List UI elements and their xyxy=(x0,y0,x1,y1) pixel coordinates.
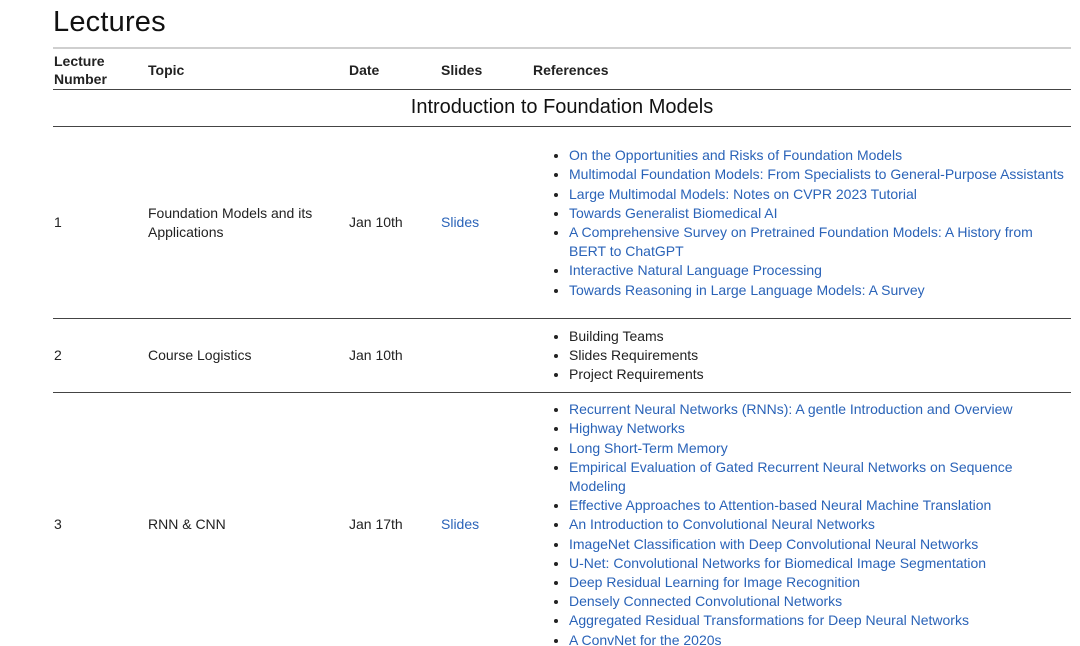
reference-link[interactable]: Effective Approaches to Attention-based Neural Machine Translation xyxy=(569,497,992,514)
reference-item xyxy=(569,261,1065,280)
lecture-number: 1 xyxy=(53,127,147,319)
reference-link[interactable]: Large Multimodal Models: Notes on CVPR 2023 Tutorial xyxy=(569,185,917,202)
table-row xyxy=(53,393,1071,646)
references-cell xyxy=(532,127,1071,319)
reference-item xyxy=(569,592,1065,611)
reference-item xyxy=(569,146,1065,165)
header-topic: Topic xyxy=(147,48,348,90)
reference-item xyxy=(569,515,1065,534)
reference-item xyxy=(569,223,1065,261)
lecture-topic: Foundation Models and its Applications xyxy=(147,127,348,319)
reference-link[interactable]: On the Opportunities and Risks of Foundation Models xyxy=(569,147,903,164)
slides-cell xyxy=(440,319,532,393)
lecture-number: 3 xyxy=(54,516,62,533)
table-row xyxy=(53,127,1071,319)
slides-link[interactable]: Slides xyxy=(441,516,480,533)
reference-item xyxy=(569,631,1065,646)
reference-item xyxy=(569,573,1065,592)
table-row xyxy=(53,319,1071,393)
reference-item: • Project Requirements xyxy=(569,365,1065,384)
lecture-topic: Course Logistics xyxy=(147,319,348,393)
slides-link[interactable]: Slides xyxy=(441,214,480,231)
reference-link[interactable]: Interactive Natural Language Processing xyxy=(569,262,822,279)
reference-item xyxy=(569,165,1065,184)
reference-item xyxy=(569,204,1065,223)
lecture-date: Jan 10th xyxy=(348,127,440,319)
header-references: References xyxy=(532,48,1071,90)
reference-link[interactable]: Aggregated Residual Transformations for Deep Neural Networks xyxy=(569,612,969,629)
reference-link[interactable]: Densely Connected Convolutional Networks xyxy=(569,593,843,610)
reference-item xyxy=(569,400,1065,419)
reference-item xyxy=(569,496,1065,515)
header-slides: Slides xyxy=(440,48,532,90)
reference-item xyxy=(569,554,1065,573)
reference-link[interactable]: Recurrent Neural Networks (RNNs): A gentle Introduction and Overview xyxy=(569,401,1013,418)
reference-link[interactable]: Deep Residual Learning for Image Recognition xyxy=(569,574,861,590)
lectures-table xyxy=(53,47,1071,646)
lecture-date: Jan 17th xyxy=(349,516,403,533)
header-date: Date xyxy=(348,48,440,90)
reference-link[interactable]: Towards Generalist Biomedical AI xyxy=(569,204,778,221)
lecture-date: Jan 10th xyxy=(348,319,440,393)
reference-item xyxy=(569,419,1065,438)
references-list xyxy=(533,400,1065,646)
reference-item: • Slides Requirements xyxy=(569,346,1065,365)
section-row xyxy=(53,90,1071,127)
reference-link[interactable]: An Introduction to Convolutional Neural Networks xyxy=(569,516,875,533)
reference-item xyxy=(569,185,1065,204)
reference-link[interactable]: Towards Reasoning in Large Language Models: A Survey xyxy=(569,281,925,298)
section-title: Introduction to Foundation Models xyxy=(53,90,1071,127)
reference-link[interactable]: Multimodal Foundation Models: From Specialists to General-Purpose Assistants xyxy=(569,166,1064,183)
reference-link[interactable]: U-Net: Convolutional Networks for Biomedical Image Segmentation xyxy=(569,554,987,571)
slides-cell xyxy=(440,127,532,319)
lecture-topic: RNN & CNN xyxy=(148,516,226,533)
references-list xyxy=(533,327,1065,385)
slides-cell xyxy=(440,393,532,646)
references-list xyxy=(533,146,1065,300)
page-title: Lectures xyxy=(53,6,166,38)
reference-link[interactable]: Empirical Evaluation of Gated Recurrent Neural Networks on Sequence Modeling xyxy=(569,458,1013,494)
references-cell xyxy=(532,393,1071,646)
table-header-row xyxy=(53,48,1071,90)
references-cell xyxy=(532,319,1071,393)
reference-link[interactable]: A ConvNet for the 2020s xyxy=(569,631,722,646)
reference-item xyxy=(569,439,1065,458)
reference-item xyxy=(569,458,1065,496)
reference-link[interactable]: Highway Networks xyxy=(569,420,685,437)
lecture-number: 2 xyxy=(53,319,147,393)
reference-item xyxy=(569,535,1065,554)
reference-link[interactable]: Long Short-Term Memory xyxy=(569,439,728,456)
header-lecture-number: Lecture Number xyxy=(53,48,147,90)
reference-link[interactable]: ImageNet Classification with Deep Convolutional Neural Networks xyxy=(569,535,979,552)
reference-item xyxy=(569,281,1065,300)
reference-item xyxy=(569,611,1065,630)
reference-link[interactable]: A Comprehensive Survey on Pretrained Foundation Models: A History from BERT to ChatGPT xyxy=(569,224,1033,260)
reference-item: • Building Teams xyxy=(569,327,1065,346)
